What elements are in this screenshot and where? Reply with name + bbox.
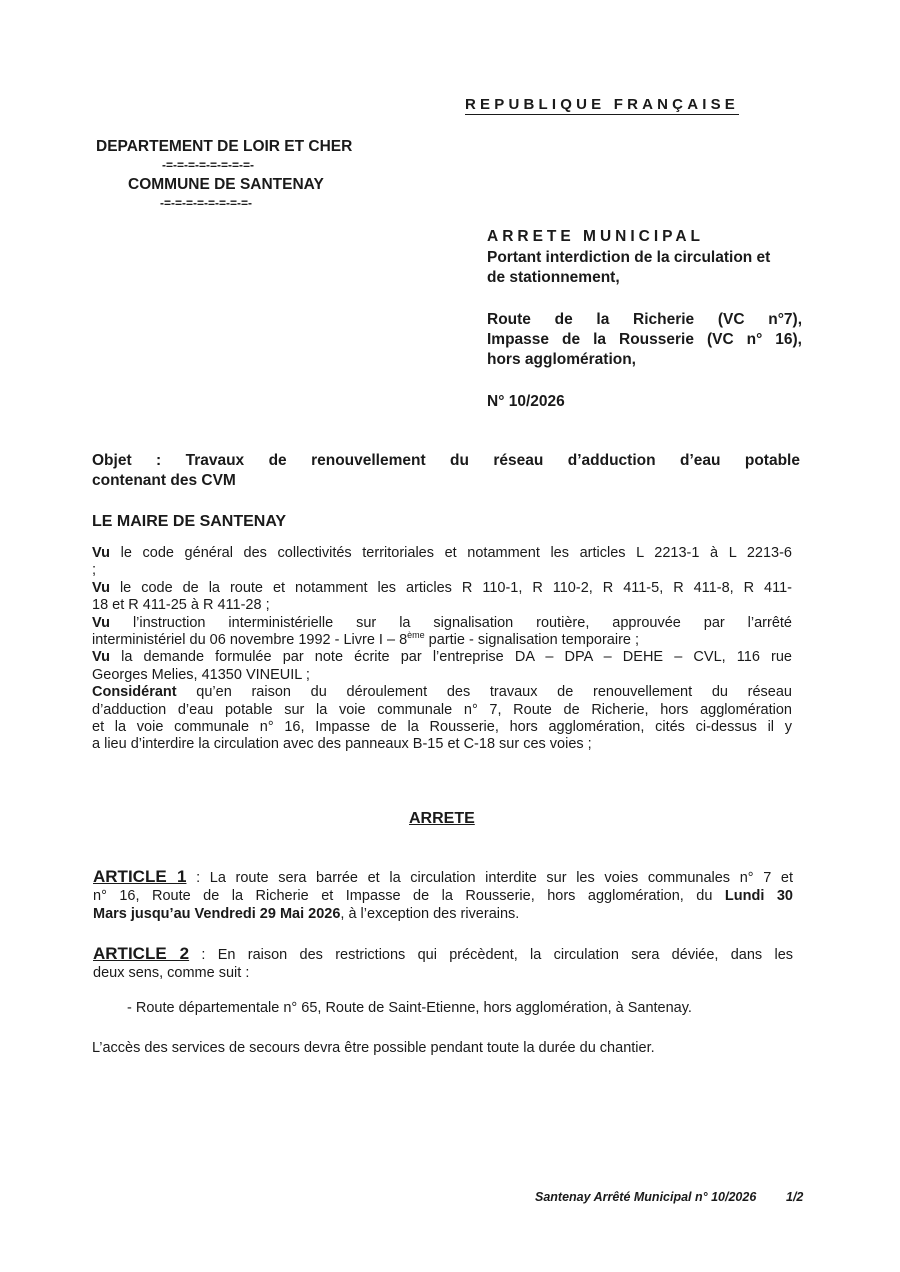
visa-line: d’adduction d’eau potable sur la voie communale n° 7, Route de Richerie, hors agglomération bbox=[92, 701, 792, 718]
visa-key: Considérant bbox=[92, 684, 177, 701]
route-line: hors agglomération, bbox=[487, 351, 636, 368]
article-line: Mars jusqu’au Vendredi 29 Mai 2026, à l’exception des riverains. bbox=[93, 906, 520, 922]
deviation-item: - Route départementale n° 65, Route de Saint-Etienne, hors agglomération, à Santenay. bbox=[127, 1000, 692, 1016]
route-line: Impasse de la Rousserie (VC n° 16), bbox=[487, 331, 802, 348]
objet-paragraph bbox=[92, 451, 800, 491]
maire-heading: LE MAIRE DE SANTENAY bbox=[92, 513, 287, 530]
republique-heading: REPUBLIQUE FRANÇAISE bbox=[465, 96, 740, 113]
article-1 bbox=[93, 868, 793, 923]
visa-line: ; bbox=[92, 562, 97, 579]
article-line: ARTICLE 1 : La route sera barrée et la circulation interdite sur les voies communales n° 7 et bbox=[93, 867, 793, 886]
route-subtitle bbox=[487, 310, 802, 370]
page-number: 1/2 bbox=[786, 1190, 804, 1204]
visa-key: Vu bbox=[92, 579, 110, 596]
arrete-section-title: ARRETE bbox=[409, 810, 475, 827]
separator-line: -=-=-=-=-=-=-=-=- bbox=[162, 158, 255, 172]
footer-reference: Santenay Arrêté Municipal n° 10/2026 bbox=[535, 1190, 757, 1204]
commune-heading: COMMUNE DE SANTENAY bbox=[128, 176, 324, 193]
arrete-municipal-title: ARRETE MUNICIPAL bbox=[487, 228, 704, 245]
arrete-number: N° 10/2026 bbox=[487, 393, 565, 410]
visa-key: Vu bbox=[92, 649, 110, 666]
visa-line: Vu le code de la route et notamment les articles R 110-1, R 110-2, R 411-5, R 411-8, R 411- bbox=[92, 579, 792, 596]
objet-line: Objet : Travaux de renouvellement du réseau d’adduction d’eau potable bbox=[92, 452, 800, 469]
departement-heading: DEPARTEMENT DE LOIR ET CHER bbox=[96, 138, 353, 155]
route-line: Route de la Richerie (VC n°7), bbox=[487, 311, 802, 328]
visa-line: Georges Melies, 41350 VINEUIL ; bbox=[92, 666, 310, 683]
article-line: deux sens, comme suit : bbox=[93, 965, 250, 981]
portant-subtitle: Portant interdiction de la circulation et de stationnement, bbox=[487, 249, 771, 286]
visa-line: a lieu d’interdire la circulation avec des panneaux B-15 et C-18 sur ces voies ; bbox=[92, 736, 592, 753]
visa-key: Vu bbox=[92, 545, 110, 561]
visa-line: 18 et R 411-25 à R 411-28 ; bbox=[92, 597, 270, 614]
visas-section bbox=[92, 545, 792, 754]
visa-line: Vu l’instruction interministérielle sur la signalisation routière, approuvée par l’arrêté bbox=[92, 614, 792, 631]
visa-line: Vu le code général des collectivités territoriales et notamment les articles L 2213-1 à L 2213-6 bbox=[92, 545, 792, 561]
article-line: n° 16, Route de la Richerie et Impasse de la Rousserie, hors agglomération, du Lundi 30 bbox=[93, 888, 793, 904]
visa-line: interministériel du 06 novembre 1992 - Livre I – 8ème partie - signalisation temporaire ; bbox=[92, 630, 640, 649]
article-2 bbox=[93, 945, 793, 982]
acces-paragraph: L’accès des services de secours devra être possible pendant toute la durée du chantier. bbox=[92, 1040, 655, 1056]
article-label: ARTICLE 1 bbox=[93, 867, 187, 886]
article-label: ARTICLE 2 bbox=[93, 944, 190, 963]
visa-line: Vu la demande formulée par note écrite par l’entreprise DA – DPA – DEHE – CVL, 116 rue bbox=[92, 649, 792, 666]
article-line: ARTICLE 2 : En raison des restrictions qui précèdent, la circulation sera déviée, dans les bbox=[93, 944, 794, 963]
visa-key: Vu bbox=[92, 614, 110, 631]
visa-line: Considérant qu’en raison du déroulement des travaux de renouvellement du réseau bbox=[92, 684, 792, 701]
visa-line: et la voie communale n° 16, Impasse de la Rousserie, hors agglomération, cités ci-dessus il y bbox=[92, 719, 792, 736]
objet-line: contenant des CVM bbox=[92, 472, 236, 489]
separator-line: -=-=-=-=-=-=-=-=- bbox=[160, 196, 253, 210]
